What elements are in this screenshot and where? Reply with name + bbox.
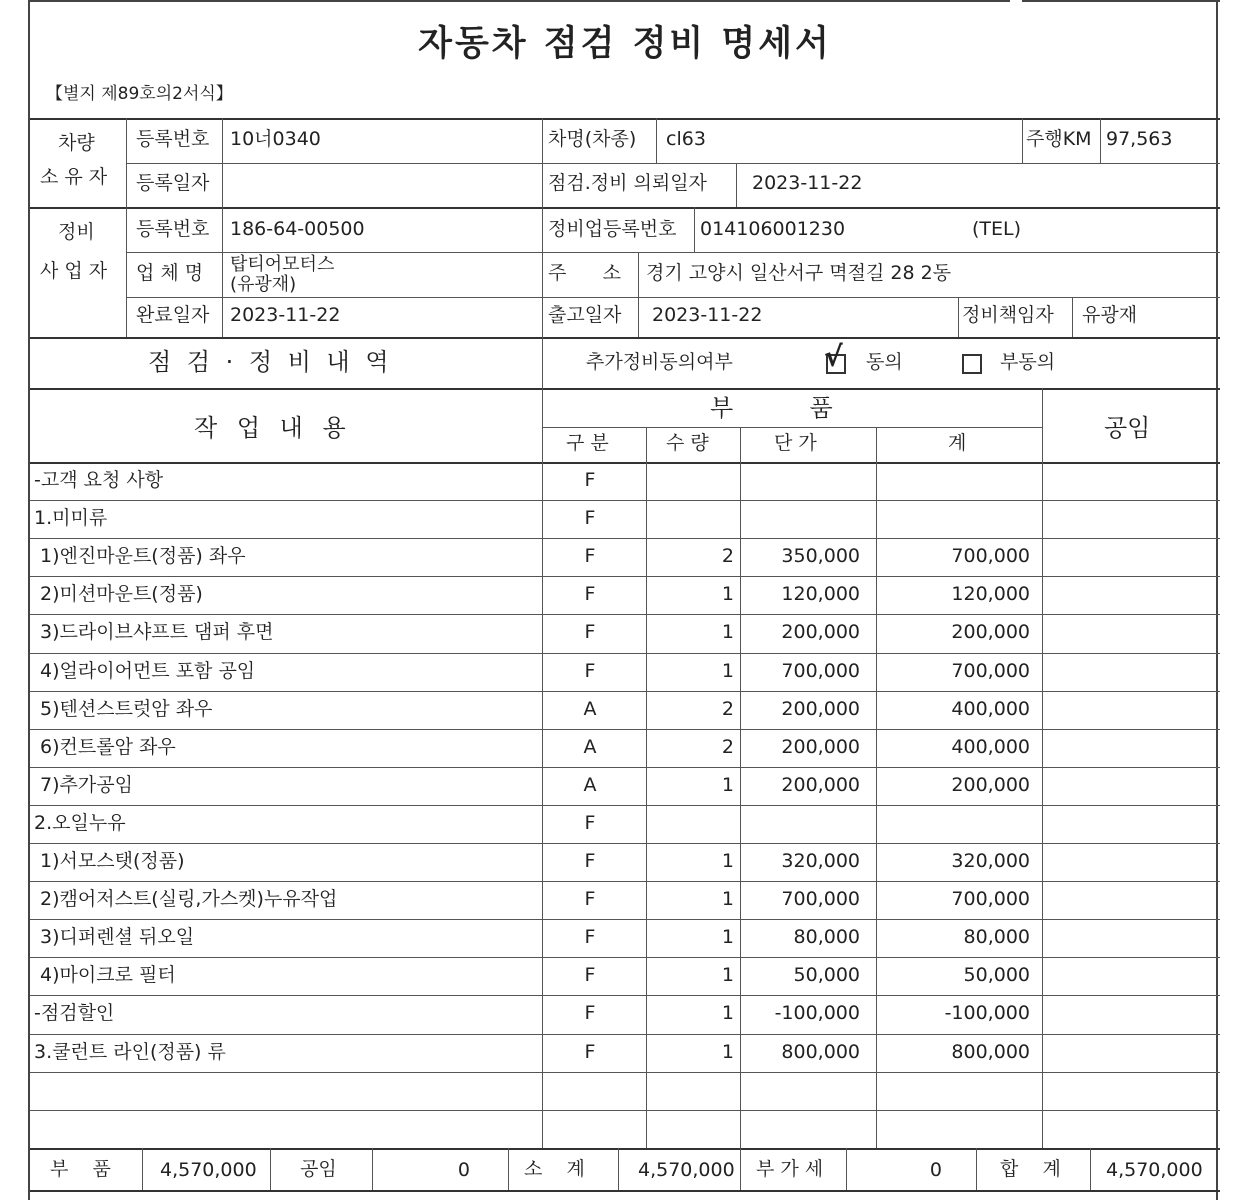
row-rule — [30, 843, 1220, 844]
sum-vat-value: 0 — [929, 1159, 942, 1181]
sum-total-value: 4,570,000 — [1106, 1159, 1203, 1181]
disagree-checkbox[interactable] — [962, 354, 982, 374]
row-price: 700,000 — [781, 660, 860, 682]
sum-total-label: 합 계 — [1000, 1158, 1061, 1180]
sum-labor-value: 0 — [457, 1159, 470, 1181]
row-rule — [30, 995, 1220, 996]
rule — [30, 1190, 1220, 1192]
row-rule — [30, 500, 1220, 501]
rule — [30, 337, 1220, 339]
row-total: 700,000 — [951, 545, 1030, 567]
parts-header: 부 품 — [710, 394, 833, 422]
row-type: F — [584, 926, 596, 948]
row-qty: 2 — [721, 698, 734, 720]
rule — [542, 337, 543, 388]
shop-section-line1: 정비 — [58, 221, 95, 243]
reg-no-label: 등록번호 — [136, 128, 210, 150]
row-rule — [30, 614, 1220, 615]
row-qty: 1 — [721, 660, 734, 682]
labor-header: 공임 — [1104, 414, 1151, 442]
row-rule — [30, 1034, 1220, 1035]
rule — [618, 1148, 619, 1190]
row-total: 320,000 — [951, 850, 1030, 872]
release-date-value: 2023-11-22 — [652, 304, 763, 326]
row-total: 80,000 — [963, 926, 1030, 948]
shop-reg-value: 014106001230 — [700, 218, 846, 240]
row-price: 80,000 — [793, 926, 860, 948]
row-rule — [30, 538, 1220, 539]
row-work: 7)추가공임 — [34, 774, 133, 796]
row-price: 700,000 — [781, 888, 860, 910]
tel-label: (TEL) — [972, 218, 1022, 240]
row-price: 200,000 — [781, 774, 860, 796]
company-label: 업 체 명 — [136, 262, 204, 284]
rule — [1072, 297, 1073, 337]
row-work: 3)드라이브샤프트 댐퍼 후면 — [34, 621, 274, 643]
row-work: 1)엔진마운트(정품) 좌우 — [34, 545, 246, 567]
row-qty: 1 — [721, 1041, 734, 1063]
owner-section-line2: 소 유 자 — [40, 166, 108, 188]
row-qty: 1 — [721, 774, 734, 796]
consent-label: 추가정비동의여부 — [586, 351, 733, 373]
row-price: 120,000 — [781, 583, 860, 605]
shop-section-line2: 사 업 자 — [40, 260, 108, 282]
shop-reg-label: 정비업등록번호 — [548, 218, 677, 240]
row-type: F — [584, 1002, 596, 1024]
rule — [126, 297, 1220, 298]
rule — [638, 252, 639, 337]
company-line1: 탑티어모터스 — [230, 254, 335, 275]
complete-date-value: 2023-11-22 — [230, 304, 341, 326]
rule — [270, 1148, 271, 1190]
rule — [656, 118, 657, 163]
rule — [958, 297, 959, 337]
row-rule — [30, 767, 1220, 768]
row-type: A — [583, 698, 597, 720]
row-qty: 1 — [721, 850, 734, 872]
statement-form — [28, 0, 1218, 1200]
row-rule — [30, 805, 1220, 806]
row-qty: 2 — [721, 736, 734, 758]
rule — [694, 207, 695, 252]
rule — [508, 1148, 509, 1190]
top-border — [30, 0, 1010, 2]
row-work: 6)컨트롤암 좌우 — [34, 736, 176, 758]
sum-vat-label: 부 가 세 — [756, 1158, 824, 1180]
rule — [30, 1148, 1220, 1150]
rule — [1022, 118, 1023, 163]
row-price: 200,000 — [781, 736, 860, 758]
rule — [1090, 1148, 1091, 1190]
rule — [1100, 118, 1101, 163]
disagree-label: 부동의 — [1000, 351, 1056, 373]
rule — [542, 427, 1042, 428]
row-total: 400,000 — [951, 698, 1030, 720]
row-price: 350,000 — [781, 545, 860, 567]
address-value: 경기 고양시 일산서구 멱절길 28 2동 — [646, 262, 952, 284]
row-work: 2.오일누유 — [34, 812, 126, 834]
row-work: 4)얼라이어먼트 포함 공임 — [34, 660, 256, 682]
rule — [126, 118, 127, 337]
checkmark-icon: √ — [824, 340, 843, 373]
complete-date-label: 완료일자 — [136, 304, 210, 326]
row-price: 320,000 — [781, 850, 860, 872]
row-price: 800,000 — [781, 1041, 860, 1063]
form-code: 【별지 제89호의2서식】 — [46, 84, 233, 104]
reg-no-value: 10너0340 — [230, 128, 321, 150]
row-qty: 1 — [721, 583, 734, 605]
row-price: 50,000 — [793, 964, 860, 986]
row-total: 700,000 — [951, 660, 1030, 682]
row-rule — [30, 881, 1220, 882]
row-type: F — [584, 1041, 596, 1063]
row-rule — [30, 957, 1220, 958]
row-type: F — [584, 621, 596, 643]
rule — [30, 207, 1220, 209]
details-heading: 점 검 · 정 비 내 역 — [148, 348, 393, 376]
row-work: 1.미미류 — [34, 507, 108, 529]
row-type: F — [584, 507, 596, 529]
row-rule — [30, 919, 1220, 920]
reg-date-label: 등록일자 — [136, 172, 210, 194]
row-type: F — [584, 964, 596, 986]
row-total: 120,000 — [951, 583, 1030, 605]
col-total-header: 계 — [948, 432, 967, 454]
row-type: F — [584, 812, 596, 834]
row-price: 200,000 — [781, 698, 860, 720]
row-rule — [30, 1110, 1220, 1111]
model-value: cl63 — [666, 128, 706, 150]
row-total: 200,000 — [951, 774, 1030, 796]
row-rule — [30, 653, 1220, 654]
owner-section-line1: 차량 — [58, 132, 95, 154]
sum-labor-label: 공임 — [300, 1158, 337, 1180]
row-rule — [30, 576, 1220, 577]
request-date-label: 점검.정비 의뢰일자 — [548, 172, 707, 194]
col-price-header: 단 가 — [774, 432, 817, 454]
col-qty-header: 수 량 — [666, 432, 709, 454]
rule — [740, 1148, 741, 1190]
top-border-right — [1022, 0, 1220, 2]
manager-value: 유광재 — [1082, 304, 1138, 326]
row-qty: 2 — [721, 545, 734, 567]
row-work: -점검할인 — [34, 1002, 115, 1024]
row-total: 400,000 — [951, 736, 1030, 758]
km-value: 97,563 — [1106, 128, 1173, 150]
row-total: 700,000 — [951, 888, 1030, 910]
row-total: 800,000 — [951, 1041, 1030, 1063]
row-work: 1)서모스탯(정품) — [34, 850, 185, 872]
row-rule — [30, 729, 1220, 730]
row-qty: 1 — [721, 964, 734, 986]
manager-label: 정비책임자 — [962, 304, 1054, 326]
row-type: F — [584, 660, 596, 682]
release-date-label: 출고일자 — [548, 304, 622, 326]
km-label: 주행KM — [1026, 128, 1092, 150]
row-qty: 1 — [721, 926, 734, 948]
sum-subtotal-value: 4,570,000 — [638, 1159, 735, 1181]
row-work: 3)디퍼렌셜 뒤오일 — [34, 926, 195, 948]
row-type: F — [584, 583, 596, 605]
address-label: 주 소 — [548, 262, 621, 284]
row-price: 200,000 — [781, 621, 860, 643]
row-qty: 1 — [721, 621, 734, 643]
row-qty: 1 — [721, 1002, 734, 1024]
sum-parts-label: 부 품 — [50, 1158, 111, 1180]
request-date-value: 2023-11-22 — [752, 172, 863, 194]
form-title: 자동차 점검 정비 명세서 — [418, 24, 832, 64]
sum-subtotal-label: 소 계 — [524, 1158, 585, 1180]
agree-label: 동의 — [866, 351, 903, 373]
rule — [222, 118, 223, 337]
col-type-header: 구 분 — [566, 432, 609, 454]
rule — [736, 163, 737, 207]
row-total: 200,000 — [951, 621, 1030, 643]
row-type: F — [584, 545, 596, 567]
row-rule — [30, 691, 1220, 692]
row-type: F — [584, 888, 596, 910]
biz-no-label: 등록번호 — [136, 218, 210, 240]
row-work: 4)마이크로 필터 — [34, 964, 176, 986]
row-work: -고객 요청 사항 — [34, 469, 164, 491]
sum-parts-value: 4,570,000 — [160, 1159, 257, 1181]
row-work: 2)캠어저스트(실링,가스켓)누유작업 — [34, 888, 338, 910]
work-header: 작 업 내 용 — [194, 414, 352, 442]
rule — [126, 252, 1220, 253]
row-type: A — [583, 736, 597, 758]
row-work: 2)미션마운트(정품) — [34, 583, 203, 605]
row-work: 3.쿨런트 라인(정품) 류 — [34, 1041, 226, 1063]
row-work: 5)텐션스트럿암 좌우 — [34, 698, 213, 720]
row-total: -100,000 — [944, 1002, 1030, 1024]
row-rule — [30, 1072, 1220, 1073]
row-price: -100,000 — [774, 1002, 860, 1024]
row-total: 50,000 — [963, 964, 1030, 986]
rule — [542, 118, 543, 337]
rule — [976, 1148, 977, 1190]
row-qty: 1 — [721, 888, 734, 910]
company-line2: (유광재) — [230, 274, 297, 295]
biz-no-value: 186-64-00500 — [230, 218, 365, 240]
row-type: A — [583, 774, 597, 796]
rule — [30, 118, 1220, 120]
model-label: 차명(차종) — [548, 128, 637, 150]
row-type: F — [584, 469, 596, 491]
rule — [126, 163, 1220, 164]
row-type: F — [584, 850, 596, 872]
rule — [142, 1148, 143, 1190]
